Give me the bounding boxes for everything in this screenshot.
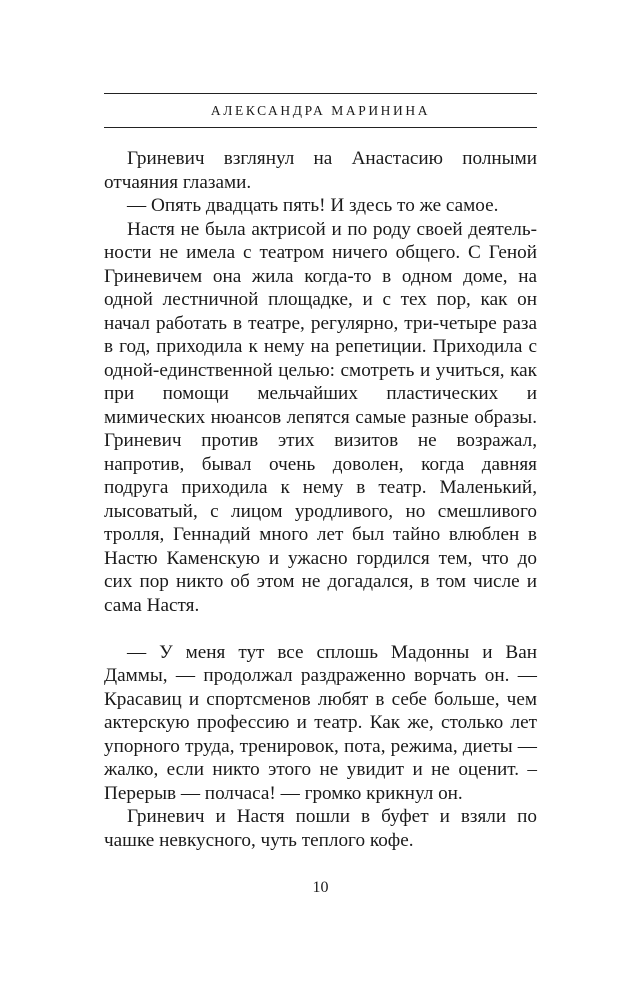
paragraph: Настя не была актрисой и по роду своей деятельности не имела с театром ничего общего. С Геной Гриневичем она жила когда-то в одном доме, на одной лестничной площадке, и с тех пор, как он начал работать в театре, регулярно, три-четыре раза в год, приходила к нему на репетиции. Приходила с одной-единственной целью: смотреть и учиться, как при помощи мельчайших пластических и мимических нюансов лепятся самые разные образы. Гриневич против этих визитов не возражал, напротив, бывал очень доволен, когда давняя подруга приходила к нему в театр. Маленький, лысоватый, с лицом уродливого, но смешливого тролля, Геннадий много лет был тайно влюблен в Настю Каменскую и ужасно гордился тем, что до сих пор никто об этом не догадался, в том числе и сама Настя. [104, 218, 537, 616]
paragraph: — У меня тут все сплошь Мадонны и Ван Даммы, — продолжал раздраженно ворчать он. — Красавиц и спортсменов любят в себе больше, чем актерскую профессию и театр. Как же, столько лет упорного труда, тренировок, пота, режима, диеты — жалко, если никто этого не увидит и не оценит. – Перерыв — полчаса! — громко крикнул он. [104, 641, 537, 804]
header-rule-bottom [104, 127, 537, 128]
paragraph-gap [104, 617, 537, 641]
paragraph: — Опять двадцать пять! И здесь то же самое. [127, 195, 499, 216]
page-number: 10 [312, 879, 329, 896]
paragraph: Гриневич взглянул на Анастасию полными отчаяния глазами. [104, 148, 537, 193]
running-title: АЛЕКСАНДРА МАРИНИНА [210, 103, 431, 118]
body-text [104, 147, 537, 852]
header-rule-top [104, 93, 537, 94]
paragraph: Гриневич и Настя пошли в буфет и взяли по чашке невкусного, чуть теплого кофе. [104, 806, 537, 851]
